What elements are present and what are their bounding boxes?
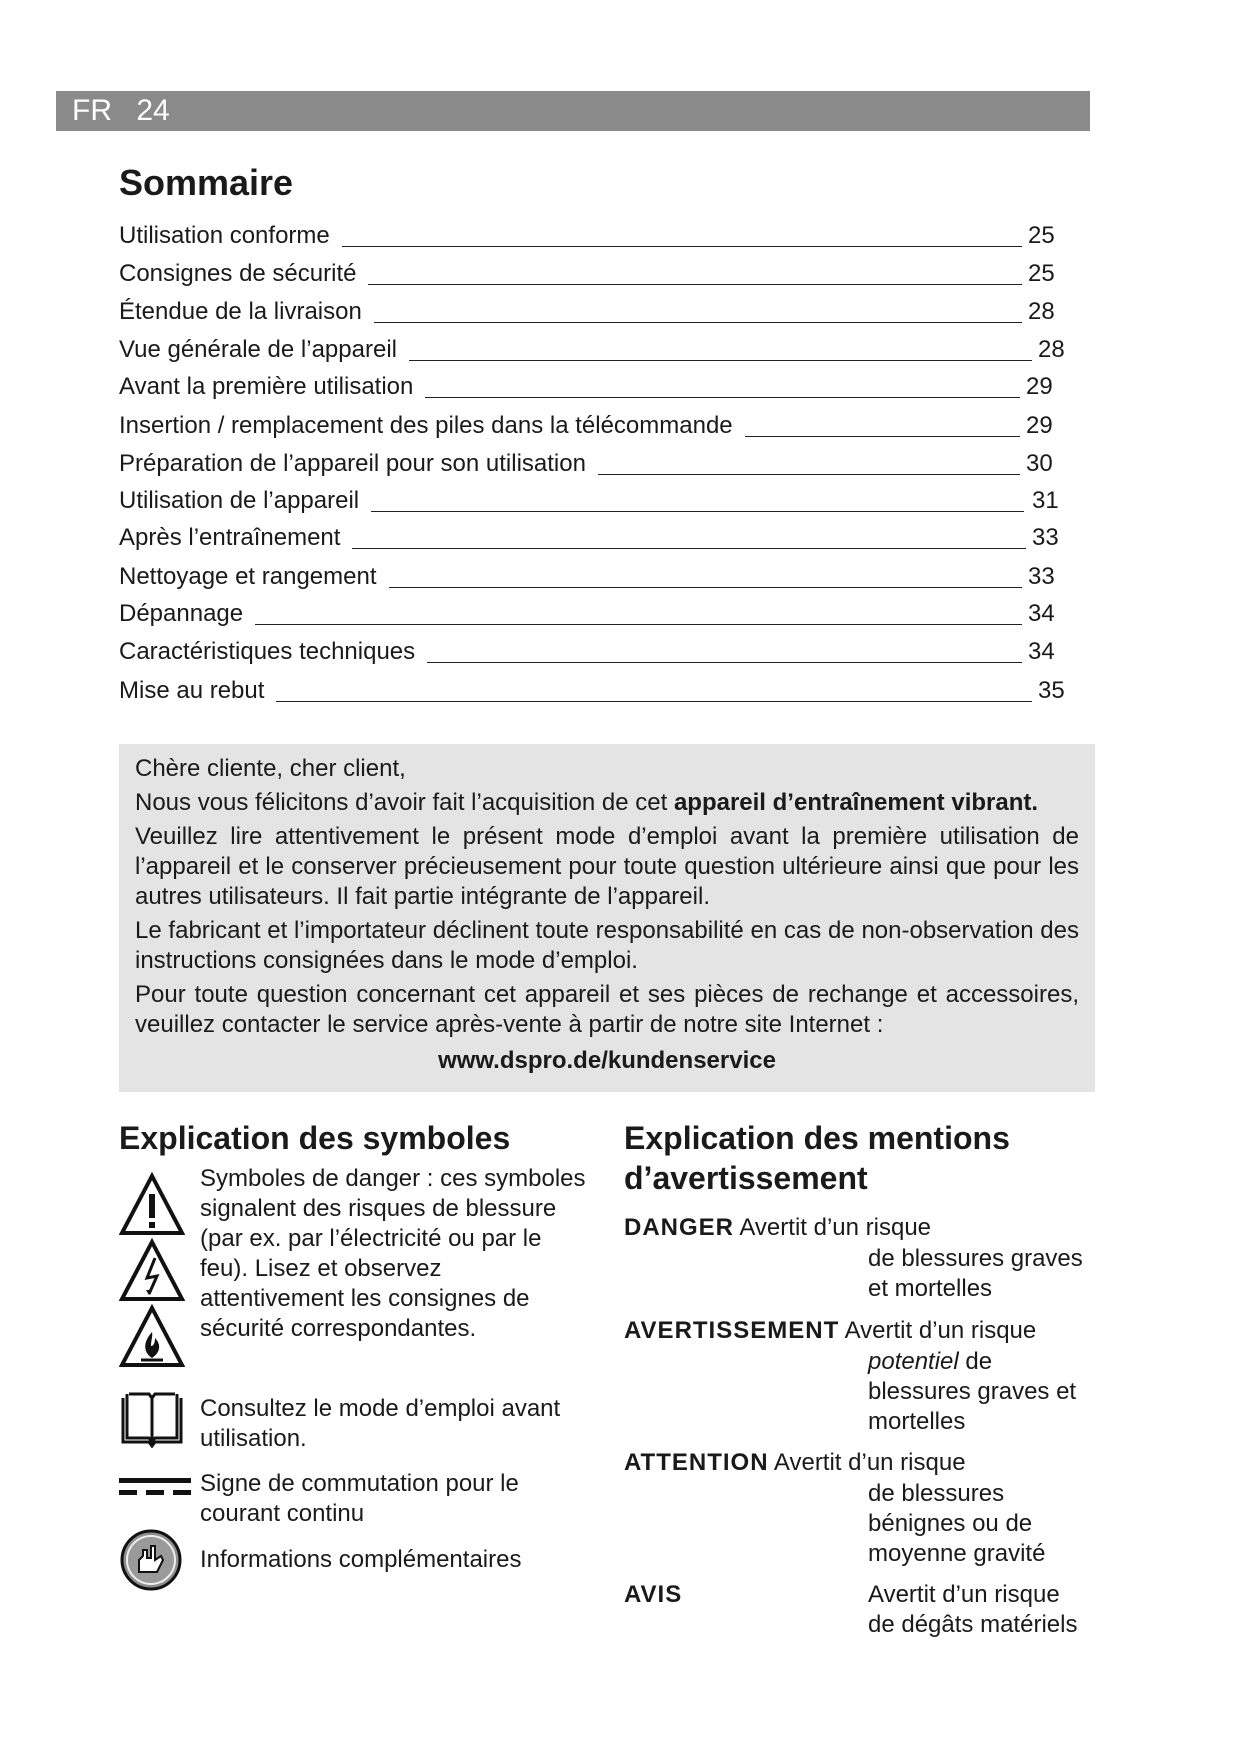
toc-leader-line (409, 360, 1032, 361)
toc-entry-label: Préparation de l’appareil pour son utilisation (119, 450, 586, 477)
avis-desc-text: de dégâts matériels (868, 1611, 1078, 1638)
danger-description: de blessures graves et mortelles (868, 1245, 1083, 1302)
toc-entry[interactable] (119, 559, 1079, 595)
avertissement-description (868, 1347, 1098, 1437)
toc-entry[interactable] (119, 256, 1079, 292)
toc-entry-page: 28 (1028, 298, 1055, 325)
toc-leader-line (342, 246, 1022, 247)
danger-symbols-text: Symboles de danger : ces symboles signalent des risques de blessure (par ex. par l’électricité ou par le feu). Lisez et observez attentivement les consignes de sécurité correspondantes. (200, 1165, 586, 1342)
toc-leader-line (276, 701, 1032, 702)
toc-entry-page: 25 (1028, 260, 1055, 287)
info-symbol-text: Informations complémentaires (200, 1546, 522, 1573)
toc-entry-label: Étendue de la livraison (119, 298, 362, 325)
intro-p1-bold: appareil d’entraînement vibrant. (673, 789, 1039, 816)
toc-title: Sommaire (119, 162, 294, 203)
symbols-title: Explication des symboles (119, 1120, 511, 1156)
toc-entry-page: 34 (1028, 600, 1055, 627)
toc-entry-page: 29 (1026, 412, 1053, 439)
toc-leader-line (745, 436, 1020, 437)
toc-entry-page: 33 (1032, 524, 1059, 551)
toc-entry-label: Utilisation de l’appareil (119, 487, 360, 514)
toc-entry[interactable] (119, 483, 1079, 519)
intro-paragraph-3: Le fabricant et l’importateur déclinent toute responsabilité en cas de non-observation des instructions consignées dans le mode d’emploi. (135, 917, 1079, 974)
intro-greeting: Chère cliente, cher client, (135, 755, 406, 782)
intro-paragraph-4: Pour toute question concernant cet appareil et ses pièces de rechange et accessoires, veuillez contacter le service après-vente à partir de notre site Internet : (135, 981, 1079, 1038)
toc-entry[interactable] (119, 520, 1079, 556)
toc-leader-line (352, 548, 1026, 549)
toc-entry-page: 30 (1026, 450, 1053, 477)
intro-paragraph-1 (135, 788, 1079, 818)
toc-leader-line (371, 511, 1024, 512)
toc-entry[interactable] (119, 369, 1079, 405)
toc-entry-label: Nettoyage et rangement (119, 563, 377, 590)
toc-leader-line (427, 662, 1022, 663)
dc-symbol-text: Signe de commutation pour le courant continu (200, 1470, 519, 1527)
toc-entry-label: Dépannage (119, 600, 244, 627)
warning-danger-row (624, 1213, 931, 1243)
manual-symbol-text: Consultez le mode d’emploi avant utilisation. (200, 1395, 561, 1452)
avertissement-desc-text: de blessures graves et mortelles (868, 1348, 1077, 1435)
toc-leader-line (598, 474, 1020, 475)
toc-entry[interactable] (119, 634, 1079, 670)
toc-entry-page: 34 (1028, 638, 1055, 665)
toc-leader-line (425, 397, 1020, 398)
toc-leader-line (255, 624, 1022, 625)
danger-term: DANGER (624, 1214, 735, 1241)
fire-hazard-icon (119, 1304, 185, 1375)
intro-box (119, 744, 1095, 1092)
toc-entry[interactable] (119, 446, 1079, 482)
toc-entry-label: Mise au rebut (119, 677, 265, 704)
toc-entry-label: Consignes de sécurité (119, 260, 357, 287)
toc-leader-line (389, 587, 1022, 588)
page-header-bar (56, 91, 1090, 131)
header-page-number: 24 (136, 94, 170, 127)
toc-entry-label: Caractéristiques techniques (119, 638, 416, 665)
toc-entry-label: Utilisation conforme (119, 222, 330, 249)
toc-entry[interactable] (119, 596, 1079, 632)
intro-paragraph-2: Veuillez lire attentivement le présent mode d’emploi avant la première utilisation de l’appareil et le conserver précieusement pour toute question ultérieure ainsi que pour les autres utilisateurs. Il fait partie intégrante de l’appareil. (135, 823, 1079, 910)
attention-lead: Avertit d’un risque (773, 1449, 966, 1476)
toc-entry-page: 28 (1038, 336, 1065, 363)
avis-term: AVIS (624, 1581, 683, 1608)
avis-lead: Avertit d’un risque (868, 1581, 1060, 1608)
intro-p1-text: Nous vous félicitons d’avoir fait l’acquisition de cet (135, 789, 674, 816)
manual-book-icon (119, 1390, 185, 1453)
electric-hazard-icon (119, 1238, 185, 1309)
toc-entry-label: Vue générale de l’appareil (119, 336, 397, 363)
service-url[interactable]: www.dspro.de/kundenservice (438, 1047, 776, 1074)
toc-entry-label: Insertion / remplacement des piles dans la télécommande (119, 412, 733, 439)
warning-attention-row (624, 1448, 966, 1478)
toc-entry[interactable] (119, 408, 1079, 444)
toc-leader-line (374, 322, 1022, 323)
avertissement-italic: potentiel (868, 1348, 959, 1375)
toc-entry[interactable] (119, 332, 1079, 368)
avertissement-term: AVERTISSEMENT (624, 1317, 840, 1344)
toc-entry[interactable] (119, 218, 1079, 254)
danger-lead: Avertit d’un risque (739, 1214, 932, 1241)
info-hand-icon (119, 1528, 183, 1597)
warning-avertissement-row (624, 1316, 1036, 1346)
toc-entry[interactable] (119, 294, 1079, 330)
toc-entry-page: 29 (1026, 373, 1053, 400)
toc-leader-line (368, 284, 1022, 285)
direct-current-icon (119, 1476, 191, 1505)
warnings-title: Explication des mentions d’avertissement (624, 1120, 1010, 1196)
toc-entry-page: 35 (1038, 677, 1065, 704)
header-lang: FR (72, 94, 112, 127)
avertissement-lead: Avertit d’un risque (844, 1317, 1037, 1344)
warning-triangle-icon (119, 1172, 185, 1243)
attention-description: de blessures bénignes ou de moyenne gravité (868, 1480, 1046, 1567)
avis-description (868, 1580, 1098, 1640)
attention-term: ATTENTION (624, 1449, 769, 1476)
toc-entry-label: Après l’entraînement (119, 524, 341, 551)
toc-entry-page: 33 (1028, 563, 1055, 590)
toc-entry-page: 31 (1032, 487, 1059, 514)
toc-entry-page: 25 (1028, 222, 1055, 249)
warning-avis-row (624, 1580, 682, 1610)
toc-entry-label: Avant la première utilisation (119, 373, 414, 400)
toc-entry[interactable] (119, 673, 1079, 709)
